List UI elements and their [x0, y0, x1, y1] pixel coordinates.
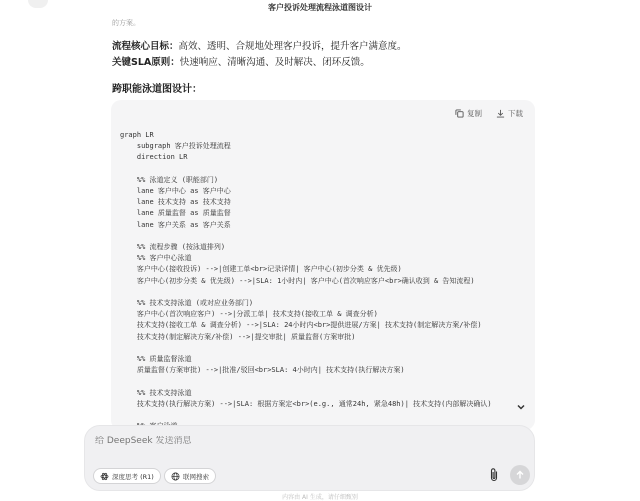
- goal-text: 高效、透明、合规地处理客户投诉，提升客户满意度。: [178, 41, 407, 52]
- sla-line: [112, 56, 370, 69]
- copy-label: 复制: [467, 109, 482, 118]
- copy-button[interactable]: [455, 108, 482, 119]
- section-heading: 跨职能泳道图设计：: [112, 84, 202, 95]
- code-line: [120, 231, 527, 242]
- code-line: lane 技术支持 as 技术支持: [120, 198, 231, 207]
- sla-text: 快速响应、清晰沟通、及时解决、闭环反馈。: [179, 57, 370, 68]
- deep-think-button[interactable]: [93, 468, 161, 484]
- code-line: lane 质量监督 as 质量监督: [120, 209, 231, 218]
- code-line: [120, 287, 527, 298]
- code-line: [120, 410, 527, 421]
- code-line: 客户中心(接收投诉) -->|创建工单<br>记录详情| 客户中心(初步分类 & 优先级): [120, 265, 402, 274]
- globe-icon: [171, 472, 180, 481]
- code-line: lane 客户中心 as 客户中心: [120, 187, 231, 196]
- code-line: %% 客户中心泳道: [120, 254, 192, 263]
- message-input[interactable]: [95, 436, 395, 446]
- code-line: 客户中心(首次响应客户) -->|分派工单| 技术支持(接收工单 & 调查分析): [120, 310, 378, 319]
- deep-think-label: 深度思考 (R1): [112, 472, 154, 481]
- code-line: %% 质量监督泳道: [120, 355, 192, 364]
- code-line: 客户中心(初步分类 & 优先级) -->|SLA: 1小时内| 客户中心(首次响应客户<br>确认收到 & 告知流程): [120, 276, 475, 285]
- web-search-label: 联网搜索: [183, 472, 209, 481]
- code-line: %% 技术支持泳道: [120, 388, 192, 397]
- code-line: %% 技术支持泳道 (或对应业务部门): [120, 299, 254, 308]
- sla-label: 关键SLA原则：: [112, 57, 180, 68]
- cut-off-text: 的方案。: [112, 19, 140, 27]
- attach-button[interactable]: [487, 467, 501, 483]
- top-bar: [0, 0, 640, 16]
- code-line: 技术支持(执行解决方案) -->|SLA: 根据方案定<br>(e.g., 通常24h, 紧急48h)| 技术支持(内部解决确认): [120, 399, 492, 408]
- download-button[interactable]: [496, 108, 523, 119]
- atom-icon: [100, 472, 109, 481]
- code-line: [120, 376, 527, 387]
- page-title: 客户投诉处理流程泳道图设计: [268, 3, 372, 12]
- arrow-up-icon: [515, 470, 525, 480]
- code-line: 质量监督(方案审批) -->|批准/驳回<br>SLA: 4小时内| 技术支持(执行解决方案): [120, 366, 405, 375]
- code-line: %% 流程步骤 (按泳道排列): [120, 243, 226, 252]
- code-line: %% 泳道定义 (职能部门): [120, 175, 219, 184]
- goal-line: [112, 40, 407, 53]
- scroll-down-button[interactable]: [515, 398, 527, 410]
- web-search-button[interactable]: [164, 468, 216, 484]
- code-line: 技术支持(制定解决方案/补偿) -->|提交审批| 质量监督(方案审批): [120, 332, 356, 341]
- code-content: [120, 130, 527, 432]
- send-button[interactable]: [510, 465, 530, 485]
- download-icon: [496, 109, 505, 118]
- code-line: 技术支持(接收工单 & 调查分析) -->|SLA: 24小时内<br>提供进展/方案| 技术支持(制定解决方案/补偿): [120, 321, 482, 330]
- code-actions: [455, 108, 523, 119]
- code-line: [120, 164, 527, 175]
- paperclip-icon: [487, 467, 501, 483]
- code-line: direction LR: [120, 153, 188, 162]
- code-line: lane 客户关系 as 客户关系: [120, 220, 231, 229]
- copy-icon: [455, 109, 464, 118]
- download-label: 下载: [508, 109, 523, 118]
- code-block: [111, 100, 535, 430]
- code-line: subgraph 客户投诉处理流程: [120, 142, 231, 151]
- message-composer: [84, 425, 535, 491]
- footer-notice: 内容由 AI 生成，请仔细甄别: [282, 494, 358, 501]
- goal-label: 流程核心目标：: [112, 41, 179, 52]
- code-line: graph LR: [120, 131, 154, 139]
- code-line: [120, 343, 527, 354]
- chevron-down-icon: [515, 401, 527, 413]
